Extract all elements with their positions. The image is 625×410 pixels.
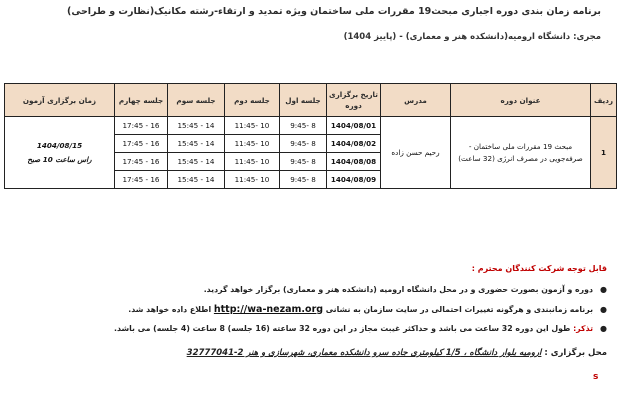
notice-title: قابل توجه شرکت کنندگان محترم : — [471, 264, 607, 273]
header-session-3: جلسه سوم — [168, 84, 225, 117]
header-session-4: جلسه چهارم — [115, 84, 168, 117]
header-row-number: ردیف — [591, 84, 617, 117]
session-1-time: 8 -9:45 — [280, 117, 327, 135]
page-mark: s — [593, 372, 599, 382]
session-1-time: 8 -9:45 — [280, 135, 327, 153]
course-title: مبحث 19 مقررات ملی ساختمان - صرفه‌جویی در مصرف انرژی (32 ساعت) — [451, 117, 591, 189]
row-number: 1 — [591, 117, 617, 189]
notice-list — [47, 283, 607, 342]
exam-date: 1404/08/15 — [36, 140, 83, 150]
session-4-time: 16 - 17:45 — [115, 153, 168, 171]
session-1-time: 8 -9:45 — [280, 171, 327, 189]
exam-hour: راس ساعت 10 صبح — [27, 154, 92, 164]
session-2-time: 10 -11:45 — [225, 153, 280, 171]
teacher-name: رحیم حسن زاده — [381, 117, 451, 189]
session-2-time: 10 -11:45 — [225, 135, 280, 153]
header-session-2: جلسه دوم — [225, 84, 280, 117]
header-course: عنوان دوره — [451, 84, 591, 117]
bullet-icon: ● — [600, 304, 607, 314]
notice-item-3-text: طول این دوره 32 ساعت می باشد و حداکثر غیبت مجاز در این دوره 32 ساعته (16 جلسه) 8 ساعت (4 جلسه) می باشد. — [114, 324, 571, 333]
table-row — [5, 117, 617, 135]
header-session-1: جلسه اول — [280, 84, 327, 117]
venue-label: محل برگزاری : — [544, 348, 607, 358]
notice-item-2-end: اطلاع داده خواهد شد. — [128, 304, 212, 314]
table-header-row — [5, 84, 617, 117]
header-teacher: مدرس — [381, 84, 451, 117]
session-4-time: 16 - 17:45 — [115, 135, 168, 153]
exam-time-cell — [5, 117, 115, 189]
list-item — [47, 283, 607, 303]
notice-item-3-label: تذکر: — [573, 324, 593, 333]
session-4-time: 16 - 17:45 — [115, 117, 168, 135]
document-subtitle: مجری: دانشگاه ارومیه(دانشکده هنر و معماری) - (پاییز 1404) — [343, 32, 601, 42]
notice-item-1: دوره و آزمون بصورت حضوری و در محل دانشگاه ارومیه (دانشکده هنر و معماری) برگزار خواهد گردید. — [203, 285, 593, 294]
session-3-time: 14 - 15:45 — [168, 153, 225, 171]
session-2-time: 10 -11:45 — [225, 171, 280, 189]
session-1-time: 8 -9:45 — [280, 153, 327, 171]
session-3-time: 14 - 15:45 — [168, 117, 225, 135]
document-title: برنامه زمان بندی دوره اجباری مبحث19 مقررات ملی ساختمان ویژه تمدید و ارتقاء-رشته مکانیک(نظارت و طراحی) — [67, 6, 601, 17]
list-item — [47, 303, 607, 323]
bullet-icon: ● — [600, 324, 607, 333]
session-2-time: 10 -11:45 — [225, 117, 280, 135]
notice-item-2-start: برنامه زمانبندی و هرگونه تغییرات احتمالی در سایت سازمان به نشانی — [325, 304, 593, 314]
schedule-table — [4, 83, 617, 189]
session-date: 1404/08/02 — [327, 135, 381, 153]
session-date: 1404/08/09 — [327, 171, 381, 189]
session-3-time: 14 - 15:45 — [168, 171, 225, 189]
website-link[interactable]: http://wa-nezam.org — [213, 303, 324, 315]
session-4-time: 16 - 17:45 — [115, 171, 168, 189]
bullet-icon: ● — [600, 285, 607, 294]
venue-line — [187, 348, 607, 358]
session-3-time: 14 - 15:45 — [168, 135, 225, 153]
session-date: 1404/08/01 — [327, 117, 381, 135]
session-date: 1404/08/08 — [327, 153, 381, 171]
list-item — [47, 322, 607, 342]
header-exam: زمان برگزاری آزمون — [5, 84, 115, 117]
header-date: تاریخ برگزاری دوره — [327, 84, 381, 117]
venue-address: ارومیه بلوار دانشگاه ، 1/5 کیلومتری جاده سرو دانشکده معماری، شهرسازی و هنر 2-32777041 — [186, 348, 542, 358]
